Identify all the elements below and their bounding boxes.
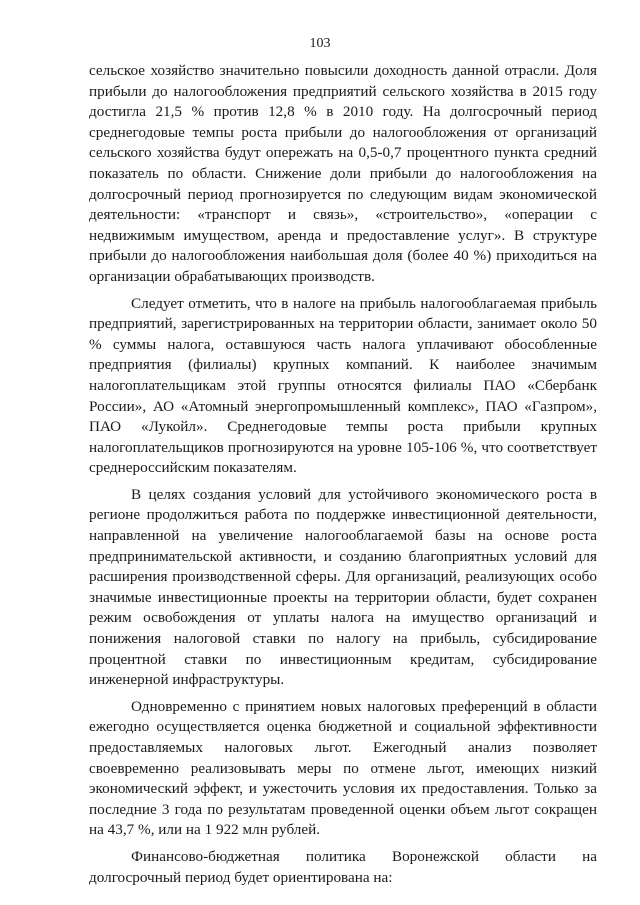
- page-number: 103: [309, 36, 331, 51]
- paragraph-profit-tax: Следует отметить, что в налоге на прибыль налогооблагаемая прибыль предприятий, зарегистрированных на территории области, занимает около 50 % суммы налога, оставшуюся часть налога уплачивают обособленные предприятия (филиалы) крупных компаний. К наиболее значимым налогоплательщикам этой группы относятся филиалы ПАО «Сбербанк России», АО «Атомный энергопромышленный комплекс», ПАО «Газпром», ПАО «Лукойл». Среднегодовые темпы роста прибыли крупных налогоплательщиков прогнозируются на уровне 105-106 %, что соответствует среднероссийским показателям.: [89, 294, 597, 477]
- paragraph-tax-benefits-evaluation: Одновременно с принятием новых налоговых преференций в области ежегодно осуществляется оценка бюджетной и социальной эффективности предоставляемых налоговых льгот. Ежегодный анализ позволяет своевременно реализовывать меры по отмене льгот, имеющих низкий экономический эффект, и ужесточить условия их предоставления. Только за последние 3 года по результатам проведенной оценки объем льгот сокращен на 43,7 %, или на 1 922 млн рублей.: [89, 697, 597, 839]
- body-text: [89, 61, 597, 894]
- paragraph-agriculture-profit: сельское хозяйство значительно повысили доходность данной отрасли. Доля прибыли до налогообложения предприятий сельского хозяйства в 2015 году достигла 21,5 % против 12,8 % в 2010 году. На долгосрочный период среднегодовые темпы роста прибыли до налогообложения от организаций сельского хозяйства будут опережать на 0,5-0,7 процентного пункта средний показатель по области. Снижение доли прибыли до налогообложения на долгосрочный период прогнозируется по следующим видам экономической деятельности: «транспорт и связь», «строительство», «операции с недвижимым имуществом, аренда и предоставление услуг». В структуре прибыли до налогообложения наибольшая доля (более 40 %) приходиться на организации обрабатывающих производств.: [89, 62, 597, 285]
- paragraph-investment-support: В целях создания условий для устойчивого экономического роста в регионе продолжиться работа по поддержке инвестиционной деятельности, направленной на увеличение налогооблагаемой базы на основе роста предпринимательской активности, и созданию благоприятных условий для расширения производственной сферы. Для организаций, реализующих особо значимые инвестиционные проекты на территории области, будет сохранен режим освобождения от уплаты налога на имущество организаций и понижения налоговой ставки по налогу на прибыль, субсидирование процентной ставки по инвестиционным кредитам, субсидирование инженерной инфраструктуры.: [89, 485, 597, 689]
- paragraph-fiscal-policy-intro: Финансово-бюджетная политика Воронежской области на долгосрочный период будет ориентирована на:: [89, 847, 597, 886]
